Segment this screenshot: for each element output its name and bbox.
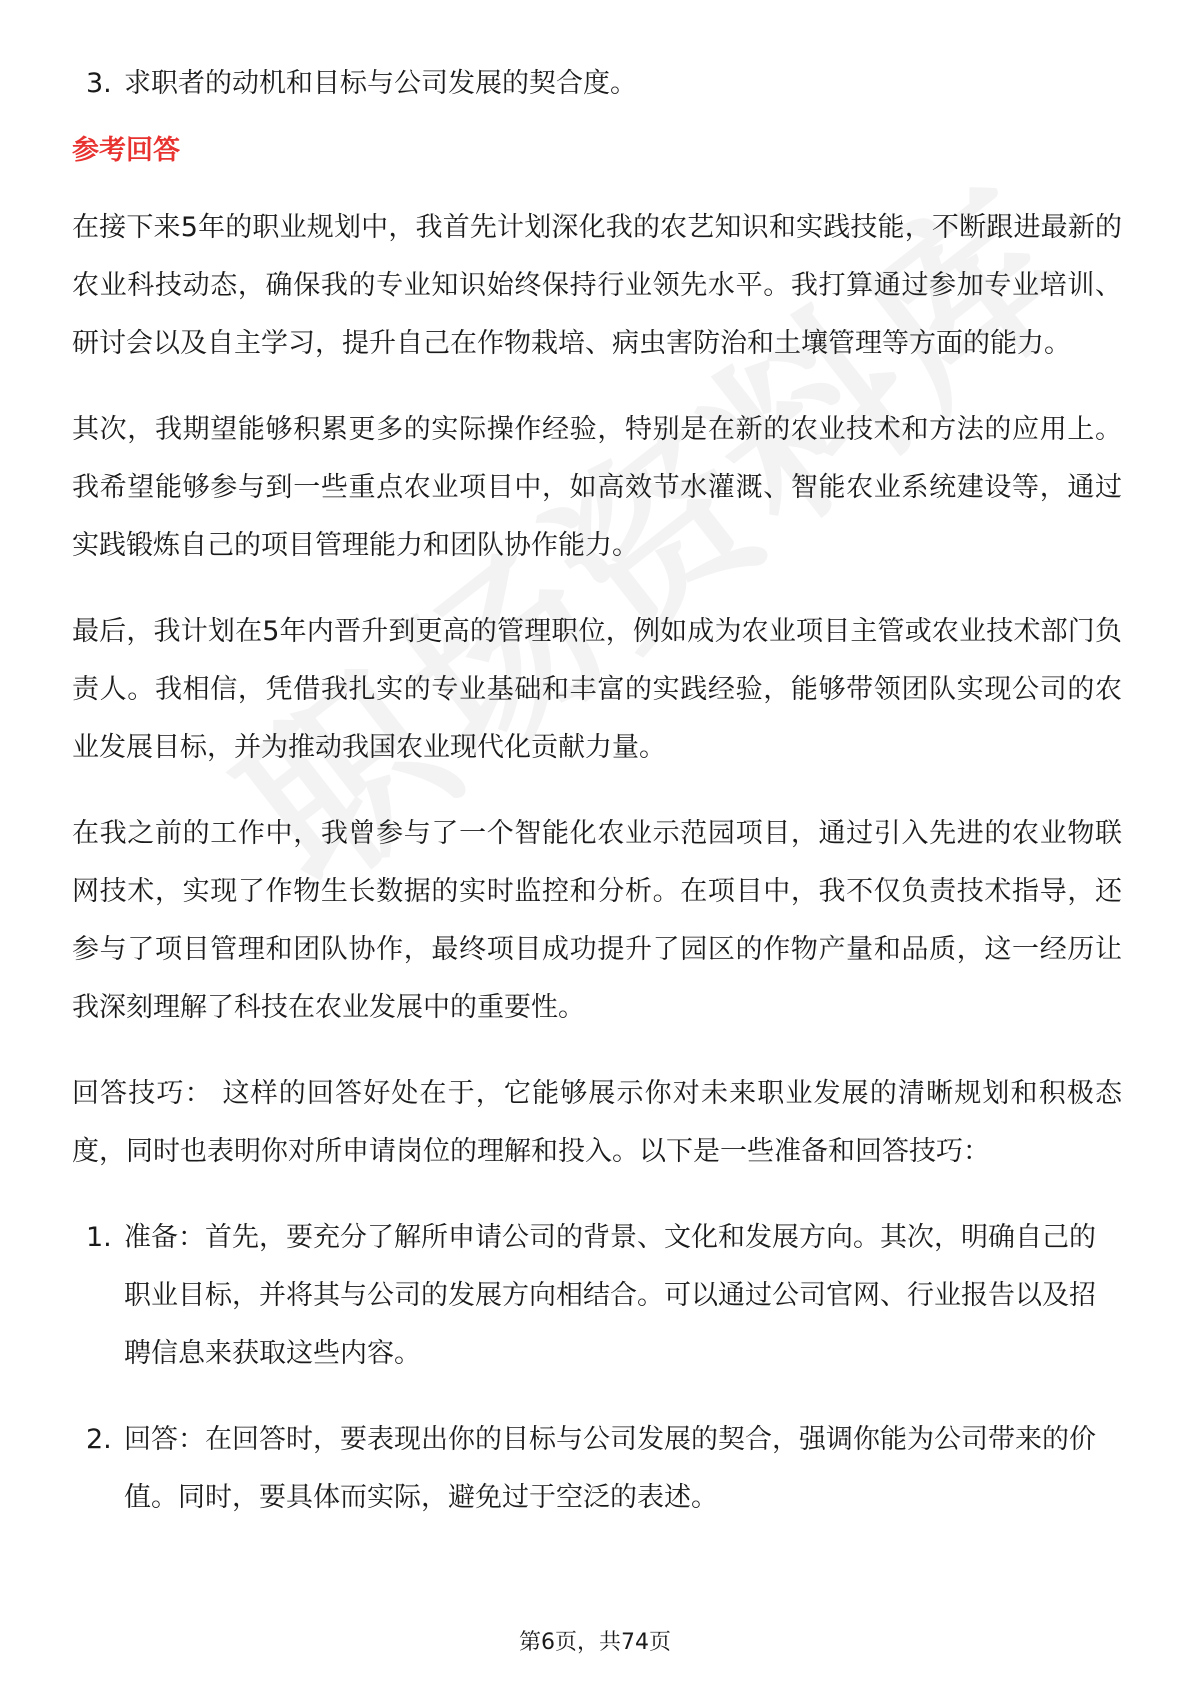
list-item-text: 求职者的动机和目标与公司发展的契合度。 (124, 68, 637, 99)
list-item-number: 1. (86, 1222, 112, 1253)
answer-paragraph-3: 最后，我计划在5年内晋升到更高的管理职位，例如成为农业项目主管或农业技术部门负责人。我相信，凭借我扎实的专业基础和丰富的实践经验，能够带领团队实现公司的农业发展目标，并为推动我国农业现代化贡献力量。 (72, 616, 1122, 763)
experience-paragraph: 在我之前的工作中，我曾参与了一个智能化农业示范园项目，通过引入先进的农业物联网技术，实现了作物生长数据的实时监控和分析。在项目中，我不仅负责技术指导，还参与了项目管理和团队协作，最终项目成功提升了园区的作物产量和品质，这一经历让我深刻理解了科技在农业发展中的重要性。 (72, 818, 1122, 1023)
tips-list (72, 1209, 1122, 1527)
list-item-number: 3. (86, 68, 112, 99)
list-item-text: 准备：首先，要充分了解所申请公司的背景、文化和发展方向。其次，明确自己的职业目标，并将其与公司的发展方向相结合。可以通过公司官网、行业报告以及招聘信息来获取这些内容。 (124, 1222, 1096, 1369)
answer-heading: 参考回答 (72, 135, 180, 166)
list-item (72, 1209, 1122, 1383)
list-item-number: 2. (86, 1424, 112, 1455)
list-item-text: 回答：在回答时，要表现出你的目标与公司发展的契合，强调你能为公司带来的价值。同时，要具体而实际，避免过于空泛的表述。 (124, 1424, 1096, 1513)
answer-paragraph-2: 其次，我期望能够积累更多的实际操作经验，特别是在新的农业技术和方法的应用上。我希望能够参与到一些重点农业项目中，如高效节水灌溉、智能农业系统建设等，通过实践锻炼自己的项目管理能力和团队协作能力。 (72, 414, 1122, 561)
list-item (72, 55, 1122, 113)
tips-intro-paragraph: 回答技巧： 这样的回答好处在于，它能够展示你对未来职业发展的清晰规划和积极态度，同时也表明你对所申请岗位的理解和投入。以下是一些准备和回答技巧： (72, 1078, 1122, 1167)
page-footer: 第6页，共74页 (519, 1630, 671, 1655)
answer-paragraph-1: 在接下来5年的职业规划中，我首先计划深化我的农艺知识和实践技能，不断跟进最新的农业科技动态，确保我的专业知识始终保持行业领先水平。我打算通过参加专业培训、研讨会以及自主学习，提升自己在作物栽培、病虫害防治和土壤管理等方面的能力。 (72, 212, 1122, 359)
list-item (72, 1411, 1122, 1527)
document-page (72, 55, 1122, 1555)
